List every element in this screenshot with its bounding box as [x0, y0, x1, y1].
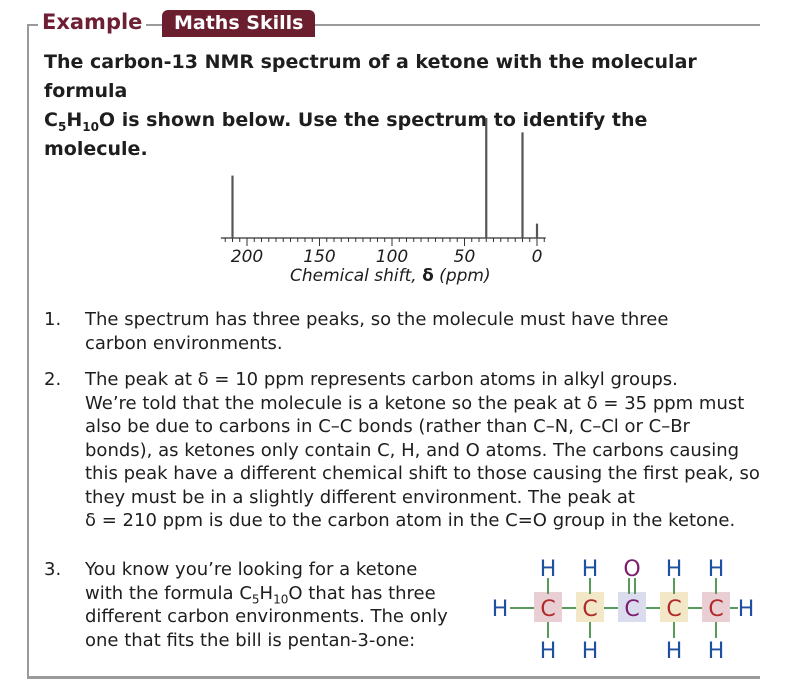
atom-bottom: H [665, 639, 683, 664]
intro-line-2: $C_5H_{10}O$ is shown below. Use the spectrum to identify the molecule. [44, 109, 648, 160]
atom-top: H [539, 557, 557, 582]
atom-oxygen: O [623, 557, 641, 582]
step-line: δ = 210 ppm is due to the carbon atom in the C=O group in the ketone. [85, 510, 736, 531]
atom-carbon: C [582, 597, 598, 622]
atom-top: H [581, 557, 599, 582]
atom-carbon: C [540, 597, 556, 622]
step-line: You know you’re looking for a ketone [85, 559, 418, 580]
step-line: We’re told that the molecule is a ketone so the peak at δ = 35 ppm must [85, 392, 745, 414]
spectrum-peaks [233, 118, 538, 238]
step-line: The peak at δ = 10 ppm represents carbon atoms in alkyl groups. [85, 369, 678, 390]
tick-label: 0 [531, 247, 543, 267]
atom-top: H [707, 557, 725, 582]
pentan-3-one-structure [488, 552, 758, 664]
step-line: bonds), as ketones only contain C, H, and O atoms. The carbons causing [85, 439, 740, 461]
step-line: they must be in a slightly different environment. The peak at [85, 486, 635, 508]
atom-hydrogen-left: H [491, 597, 509, 622]
atom-bottom: H [707, 639, 725, 664]
step-number: 1. [44, 309, 62, 330]
maths-skills-tab: Maths Skills [162, 10, 315, 37]
atom-carbon: C [666, 597, 682, 622]
atom-bottom: H [539, 639, 557, 664]
tick-label: 100 [375, 247, 409, 267]
step-line: different carbon environments. The only [85, 606, 448, 627]
tick-label: 150 [303, 247, 336, 267]
tick-label: 50 [453, 247, 476, 267]
intro-line-1: The carbon-13 NMR spectrum of a ketone with the molecular formula [44, 51, 697, 102]
tick-label: 200 [230, 247, 264, 267]
atom-bottom: H [581, 639, 599, 664]
example-label: Example [38, 10, 146, 34]
spectrum-tick-labels [231, 247, 543, 267]
spectrum-x-axis-title: Chemical shift, δ (ppm) [290, 266, 491, 286]
step-line: with the formula $C_5H_{10}O$ that has three [85, 582, 436, 607]
spectrum-axis [221, 238, 546, 246]
atom-carbon: C [708, 597, 724, 622]
step-line: this peak have a different chemical shift to those causing the first peak, so [85, 463, 760, 484]
atom-carbon-carbonyl: C [624, 597, 640, 622]
step-line: The spectrum has three peaks, so the molecule must have three [85, 309, 669, 330]
step-line: also be due to carbons in C–C bonds (rather than C–N, C–Cl or C–Br [85, 416, 690, 437]
step-line: carbon environments. [85, 332, 283, 354]
step-line: one that fits the bill is pentan-3-one: [85, 629, 416, 651]
step-number: 2. [44, 369, 62, 390]
atom-top: H [665, 557, 683, 582]
step-number: 3. [44, 559, 62, 580]
nmr-spectrum [0, 0, 785, 300]
atom-hydrogen-right: H [737, 597, 755, 622]
